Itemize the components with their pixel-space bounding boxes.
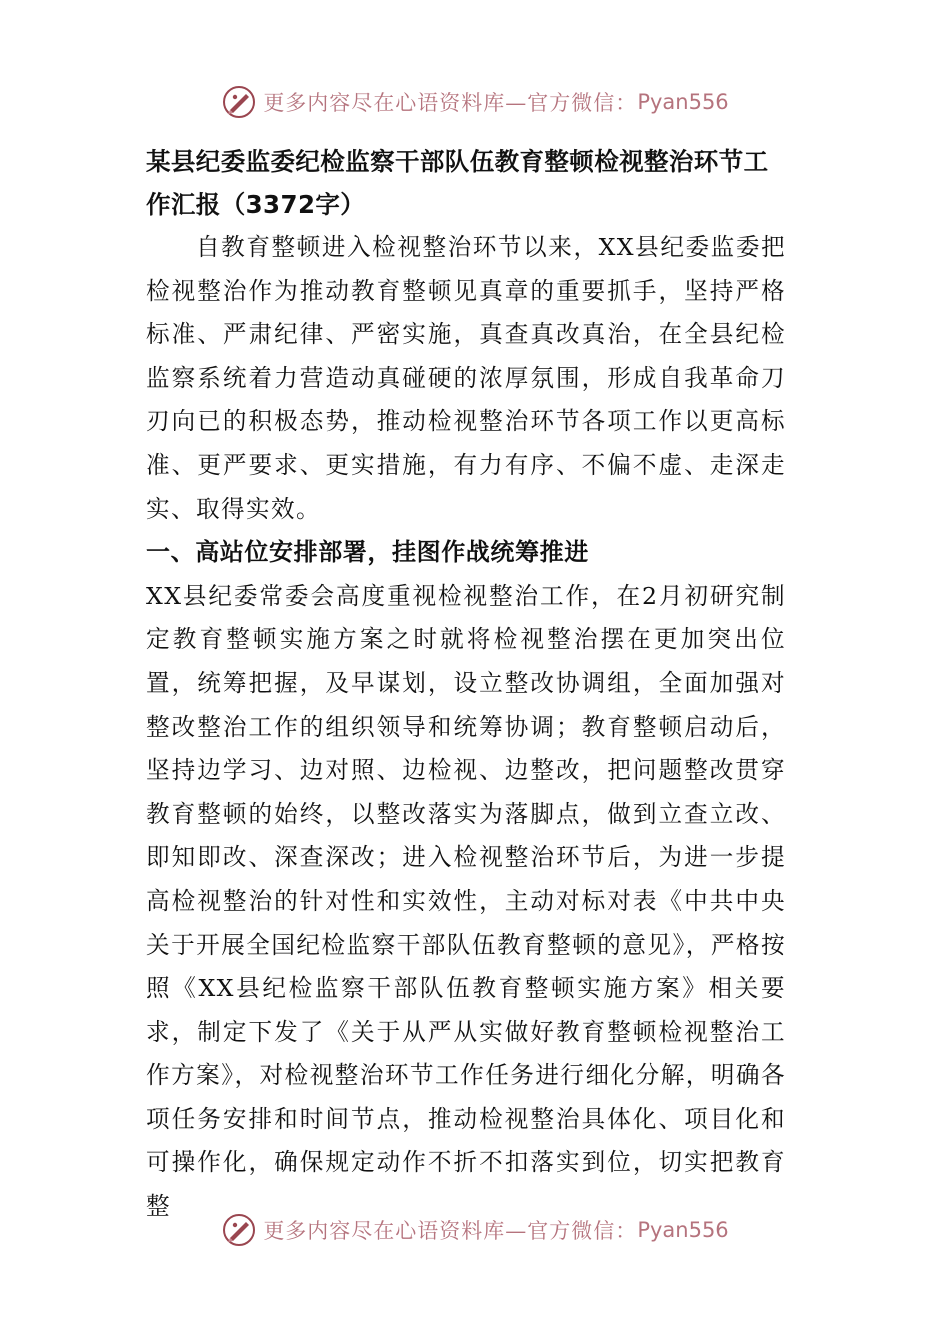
section-1-paragraph: XX县纪委常委会高度重视检视整治工作，在2月初研究制定教育整顿实施方案之时就将检视整治摆在更加突出位置，统筹把握，及早谋划，设立整改协调组，全面加强对整改整治工作的组织领导和统筹协调；教育整顿启动后，坚持边学习、边对照、边检视、边整改，把问题整改贯穿教育整顿的始终，以整改落实为落脚点，做到立查立改、即知即改、深查深改；进入检视整治环节后，为进一步提高检视整治的针对性和实效性，主动对标对表《中共中央关于开展全国纪检监察干部队伍教育整顿的意见》，严格按照《XX县纪检监察干部队伍教育整顿实施方案》相关要求，制定下发了《关于从严从实做好教育整顿检视整治工作方案》，对检视整治环节工作任务进行细化分解，明确各项任务安排和时间节点，推动检视整治具体化、项目化和可操作化，确保规定动作不折不扣落实到位，切实把教育整 [146, 581, 786, 1221]
banner-text: 更多内容尽在心语资料库—官方微信： [263, 91, 638, 115]
banner-wechat-id: Pyan556 [637, 90, 729, 114]
intro-paragraph: 自教育整顿进入检视整治环节以来，XX县纪委监委把检视整治作为推动教育整顿见真章的重要抓手，坚持严格标准、严肃纪律、严密实施，真查真改真治，在全县纪检监察系统着力营造动真碰硬的浓厚氛围，形成自我革命刀刃向已的积极态势，推动检视整治环节各项工作以更高标准、更严要求、更实措施，有力有序、不偏不虚、走深走实、取得实效。 [146, 233, 786, 523]
pen-logo-icon [221, 1212, 257, 1248]
pen-logo-icon [221, 84, 257, 120]
footer-banner [0, 1208, 950, 1252]
document-title: 某县纪委监委纪检监察干部队伍教育整顿检视整治环节工作汇报（3372字） [146, 147, 769, 219]
banner-wechat-id: Pyan556 [637, 1218, 729, 1242]
header-banner [0, 80, 950, 124]
document-body [146, 140, 786, 1229]
section-heading-1: 一、高站位安排部署，挂图作战统筹推进 [146, 538, 589, 567]
banner-text: 更多内容尽在心语资料库—官方微信： [263, 1219, 638, 1243]
